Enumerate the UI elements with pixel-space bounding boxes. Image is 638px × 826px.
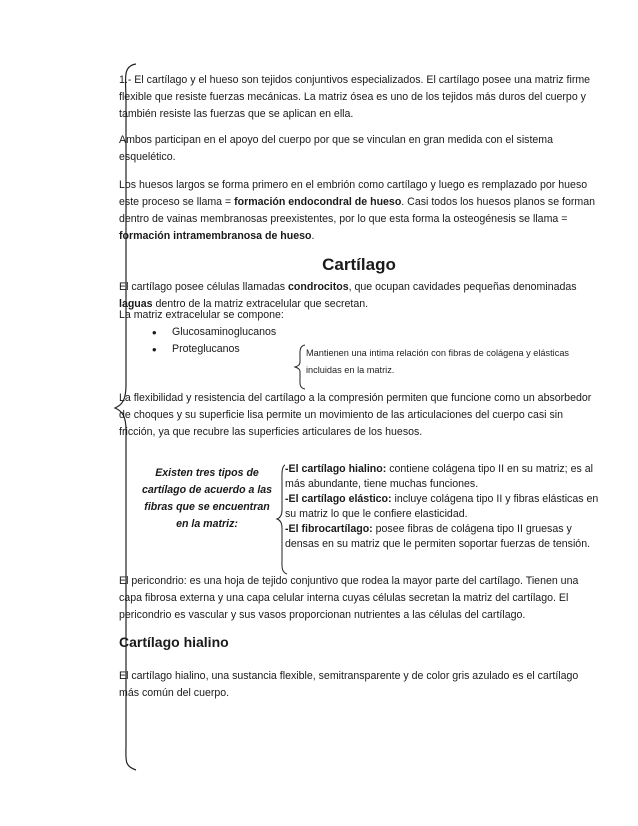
endocondral-term: formación endocondral de hueso [234, 196, 402, 208]
matrix-intro: La matriz extracelular se compone: [119, 309, 284, 321]
condrocitos-term: condrocitos [288, 281, 349, 293]
intramembranosa-term: formación intramembranosa de hueso [119, 230, 312, 242]
hialino-heading: Cartílago hialino [119, 634, 229, 650]
pericondrio-paragraph: El pericondrio: es una hoja de tejido conjuntivo que rodea la mayor parte del cartílago. Tienen una capa fibrosa externa y una capa celular interna cuyas células secretan la matriz del cartílago. El pericondrio es vascular y sus vasos proporcionan nutrientes a las células del cartílago. [119, 575, 579, 621]
components-note: Mantienen una intima relación con fibras de colágena y elásticas incluidas en la matriz. [306, 348, 570, 375]
type-hialino: -El cartílago hialino: contiene colágena tipo II en su matriz; es al más abundante, tiene muchas funciones. [285, 463, 593, 490]
cartilage-types-list [285, 462, 605, 552]
intro-paragraph-1: 1.- El cartílago y el hueso son tejidos conjuntivos especializados. El cartílago posee una matriz firme flexible que resiste fuerzas mecánicas. La matriz ósea es uno de los tejidos más duros del cuerpo y también resiste las fuerzas que se aplican en ella. [119, 74, 591, 120]
matrix-components-list [146, 324, 276, 358]
intro-paragraph-2: Ambos participan en el apoyo del cuerpo por que se vinculan en gran medida con el sistema esquelético. [119, 134, 554, 163]
cartilago-paragraph-2: La flexibilidad y resistencia del cartílago a la compresión permiten que funcione como un absorbedor de choques y su superficie lisa permite un movimiento de las articulaciones del cuerpo casi sin fricción, ya que recubre las superficies articulares de los huesos. [119, 392, 592, 438]
cartilago-paragraph-1: El cartílago posee células llamadas condrocitos, que ocupan cavidades pequeñas denominadas laguas dentro de la matriz extracelular que secretan. [119, 281, 577, 310]
list-item: • Proteglucanos [146, 341, 276, 358]
type-fibrocartilago: -El fibrocartílago: posee fibras de colágena tipo II gruesas y densas en su matriz que le permiten soportar fuerzas de tensión. [285, 523, 591, 550]
type-elastico: -El cartílago elástico: incluye colágena tipo II y fibras elásticas en su matriz lo que le confiere elasticidad. [285, 493, 599, 520]
intro-paragraph-3: Los huesos largos se forma primero en el embrión como cartílago y luego es remplazado por hueso este proceso se llama = formación endocondral de hueso. Casi todos los huesos planos se forman dentro de vainas membranosas preexistentes, por lo que esta forma la osteogénesis se llama = formación intramembranosa de hueso. [119, 179, 596, 242]
cartilago-heading: Cartílago [322, 255, 396, 274]
list-item: • Glucosaminoglucanos [146, 324, 276, 341]
note-brace-path [295, 345, 305, 389]
cartilage-types-label: Existen tres tipos de cartílago de acuerdo a las fibras que se encuentran en la matriz: [141, 467, 273, 530]
hialino-paragraph: El cartílago hialino, una sustancia flexible, semitransparente y de color gris azulado es el cartílago más común del cuerpo. [119, 670, 579, 699]
laguas-term: laguas [119, 298, 153, 310]
